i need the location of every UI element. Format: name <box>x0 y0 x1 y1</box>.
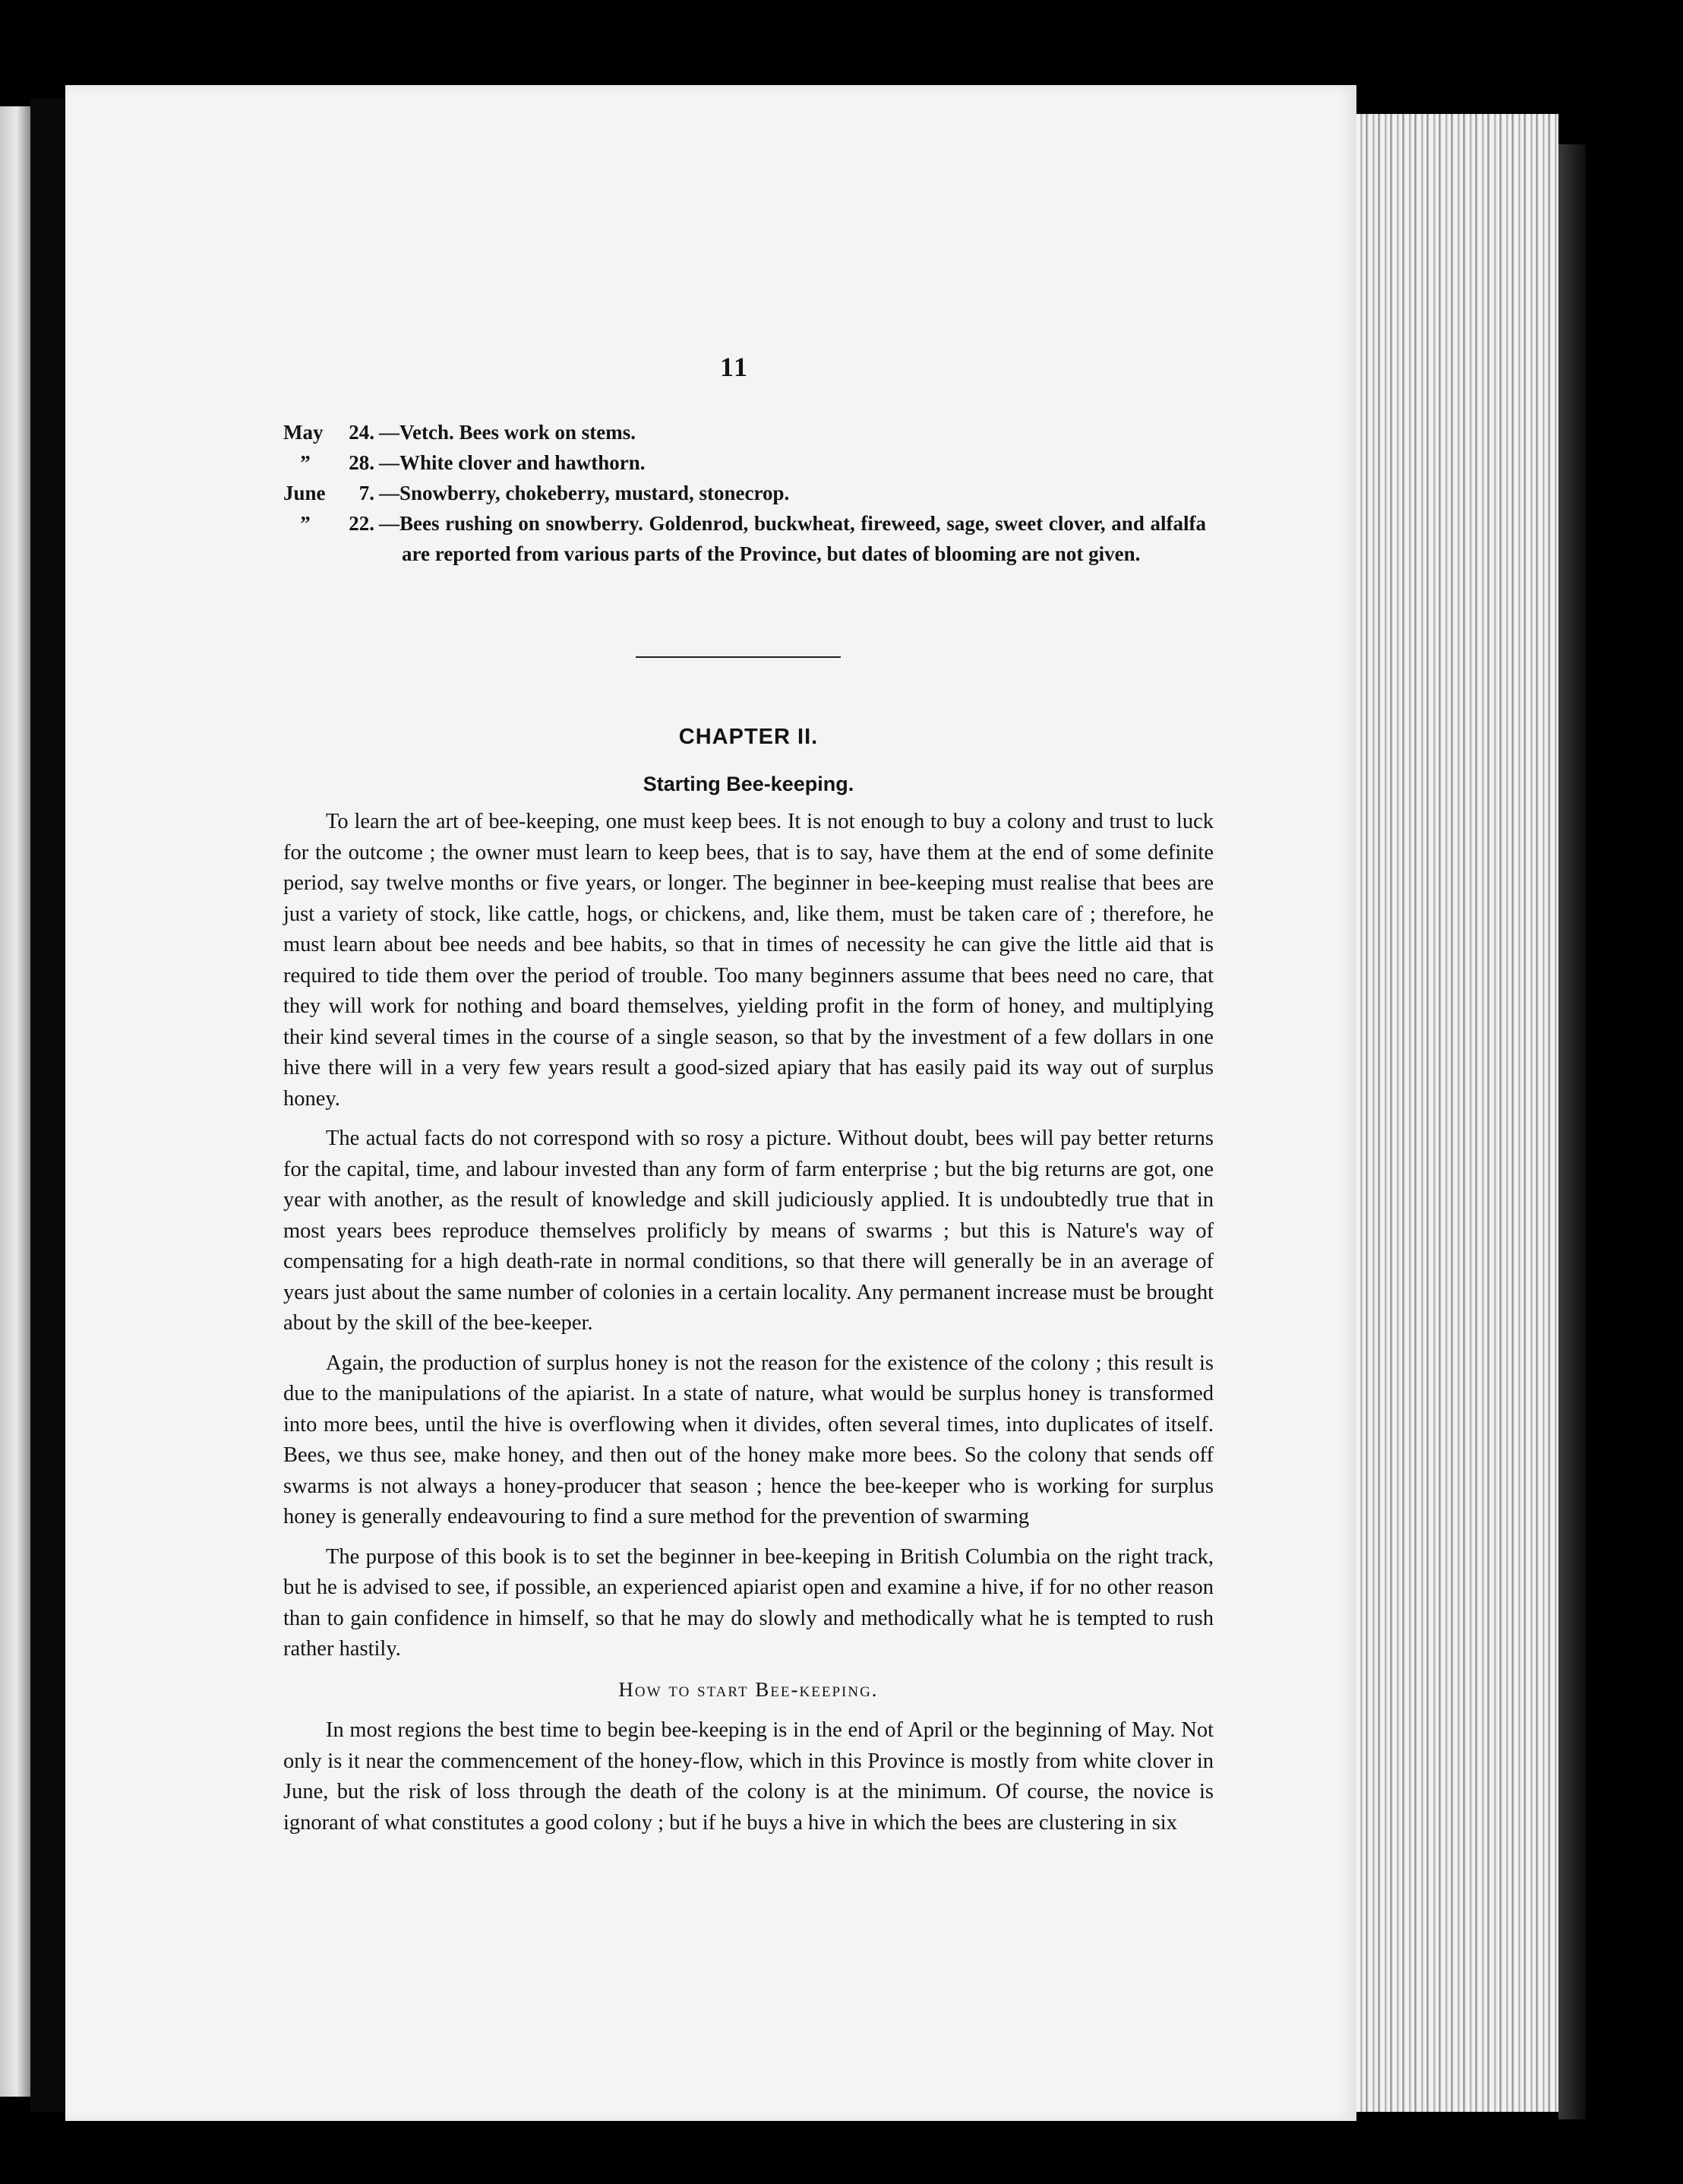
bloom-text: —White clover and hawthorn. <box>379 451 646 474</box>
bloom-month: ” <box>300 512 311 535</box>
bloom-day: 28. <box>349 451 374 474</box>
book-gutter <box>30 99 65 2112</box>
bloom-text: —Bees rushing on snowberry. Goldenrod, buckwheat, fireweed, sage, sweet clover, and alfalfa are reported from various parts of the Province, but dates of blooming are not given. <box>379 512 1206 565</box>
bloom-day: 7. <box>358 482 374 504</box>
paragraph: To learn the art of bee-keeping, one must keep bees. It is not enough to buy a colony and trust to luck for the outcome ; the owner must learn to keep bees, that is to say, have them at the end of some definite period, say twelve months or five years, or longer. The beginner in bee-keeping must realise that bees are just a variety of stock, like cattle, hogs, or chickens, and, like them, must be taken care of ; therefore, he must learn about bee needs and bee habits, so that in times of necessity he can give the little aid that is required to tide them over the period of trouble. Too many beginners assume that bees need no care, that they will work for nothing and board themselves, yielding profit in the form of honey, and multiplying their kind several times in the course of a single season, so that by the investment of a few dollars in one hive there will in a very few years result a good-sized apiary that has easily paid its way out of surplus honey. <box>283 810 1214 1111</box>
scanned-page <box>65 85 1356 2121</box>
list-item <box>283 417 1214 447</box>
bloom-month: May <box>283 421 324 444</box>
section-heading: How to start Bee-keeping. <box>618 1677 879 1701</box>
paragraph: The actual facts do not correspond with so rosy a picture. Without doubt, bees will pay better returns for the capital, time, and labour invested than any form of farm enterprise ; but the big returns are got, one year with another, as the result of knowledge and skill judiciously applied. It is undoubtedly true that in most years bees reproduce themselves prolificly by means of swarms ; but this is Nature's way of compensating for a high death-rate in normal conditions, so that there will generally be in an average of years just about the same number of colonies in a certain locality. Any permanent increase must be brought about by the skill of the bee-keeper. <box>283 1127 1214 1335</box>
paragraph: In most regions the best time to begin bee-keeping is in the end of April or the beginning of May. Not only is it near the commencement of the honey-flow, which in this Province is mostly from white clover in June, but the risk of loss through the death of the colony is at the minimum. Of course, the novice is ignorant of what constitutes a good colony ; but if he buys a hive in which the bees are clustering in six <box>283 1718 1214 1835</box>
bloom-date-list <box>283 417 1214 569</box>
chapter-subtitle: Starting Bee-keeping. <box>643 773 854 795</box>
paragraph: The purpose of this book is to set the beginner in bee-keeping in British Columbia on the right track, but he is advised to see, if possible, an experienced apiarist open and examine a hive, if for no other reason than to gain confidence in himself, so that he may do slowly and methodically what he is tempted to rush rather hastily. <box>283 1544 1214 1661</box>
bloom-text: —Vetch. Bees work on stems. <box>379 421 636 444</box>
bloom-month: ” <box>300 451 311 474</box>
list-item <box>283 508 1214 569</box>
section-divider <box>636 656 841 658</box>
page-stack-edges <box>1356 114 1558 2112</box>
bloom-month: June <box>283 482 326 504</box>
bloom-day: 22. <box>349 512 374 535</box>
bloom-text: —Snowberry, chokeberry, mustard, stonecrop. <box>379 482 790 504</box>
book-cover-edge <box>1558 144 1586 2119</box>
facing-page-edge <box>0 106 30 2097</box>
list-item <box>283 478 1214 508</box>
chapter-body <box>283 807 1214 1838</box>
page-number: 11 <box>720 352 750 382</box>
bloom-day: 24. <box>349 421 374 444</box>
paragraph: Again, the production of surplus honey is not the reason for the existence of the colony ; this result is due to the manipulations of the apiarist. In a state of nature, what would be surplus honey is transformed into more bees, until the hive is overflowing when it divides, often several times, into duplicates of itself. Bees, we thus see, make honey, and then out of the honey make more bees. So the colony that sends off swarms is not always a honey-producer that season ; hence the bee-keeper who is working for surplus honey is generally endeavouring to find a sure method for the prevention of swarming <box>283 1351 1214 1528</box>
list-item <box>283 447 1214 478</box>
chapter-title: CHAPTER II. <box>678 725 819 749</box>
